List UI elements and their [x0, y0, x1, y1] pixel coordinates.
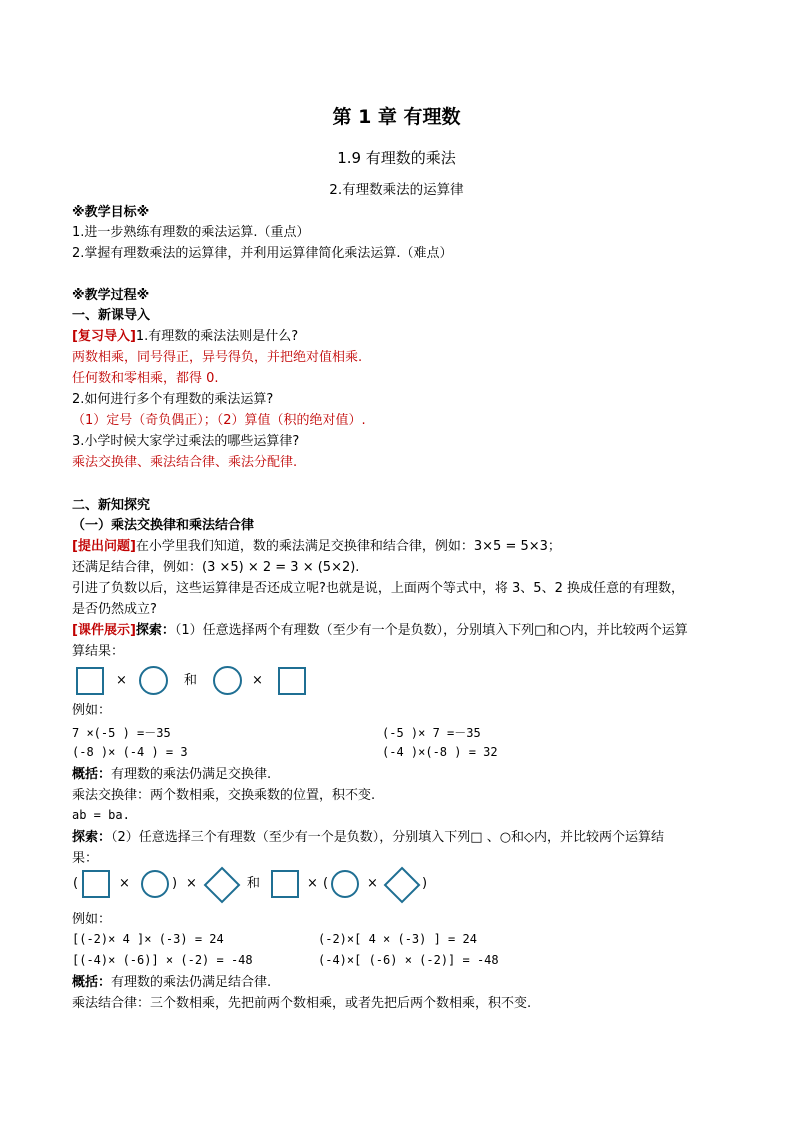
problem-line2: 还满足结合律，例如：(3 ×5) × 2 = 3 × (5×2). [72, 560, 360, 575]
problem-line4: 是否仍然成立? [72, 602, 157, 617]
explore2-line1 [72, 829, 664, 847]
square-shape [271, 870, 299, 898]
and-label: 和 [184, 673, 198, 688]
example-equation: (-2)×[ 4 × (-3) ] = 24 [318, 932, 477, 946]
explore2-line2: 果： [72, 851, 99, 866]
explore-label: 探索： [72, 830, 112, 845]
answer-2: （1）定号（奇负偶正）；（2）算值（积的绝对值）. [72, 413, 366, 428]
summary-2-text: 有理数的乘法仍满足结合律. [111, 975, 272, 990]
square-shape [278, 667, 306, 695]
explore-label: 探索： [135, 623, 175, 638]
review-tag: [复习导入] [72, 329, 136, 344]
sub1-title: （一）乘法交换律和乘法结合律 [72, 518, 255, 533]
times-sign: × [307, 876, 318, 891]
answer-1-line2: 任何数和零相乘，都得 0. [72, 371, 219, 386]
circle-shape [331, 870, 359, 898]
circle-shape [141, 870, 169, 898]
example-label: 例如： [72, 703, 112, 718]
explore1-line2: 算结果： [72, 644, 125, 659]
times-sign: × [119, 876, 130, 891]
question-1: 1.有理数的乘法法则是什么? [135, 329, 299, 344]
problem-line1 [72, 538, 561, 556]
circle-shape [213, 666, 242, 695]
summary-1-text: 有理数的乘法仍满足交换律. [111, 767, 272, 782]
example-label: 例如： [72, 912, 112, 927]
times-sign: × [367, 876, 378, 891]
example-equation: (-4 )×(-8 ) = 32 [382, 745, 498, 759]
problem-tag: [提出问题] [72, 539, 136, 554]
left-paren: ( [323, 876, 329, 891]
example-equation: 7 ×(-5 ) =－35 [72, 726, 171, 740]
circle-shape [139, 666, 168, 695]
square-shape [76, 667, 104, 695]
and-label: 和 [247, 876, 261, 891]
times-sign: × [186, 876, 197, 891]
example-equation: [(-4)× (-6)] × (-2) = -48 [72, 953, 253, 967]
formula-commutative: ab = ba. [72, 808, 130, 822]
answer-3: 乘法交换律、乘法结合律、乘法分配律. [72, 455, 298, 470]
question-2: 2.如何进行多个有理数的乘法运算? [72, 392, 274, 407]
right-paren: ) [172, 876, 178, 891]
diamond-shape [383, 866, 421, 904]
example-equation: (-4)×[ (-6) × (-2)] = -48 [318, 953, 499, 967]
diamond-shape [203, 866, 241, 904]
question-3: 3.小学时候大家学过乘法的哪些运算律? [72, 434, 300, 449]
review-line [72, 328, 298, 346]
summary-label: 概括： [72, 767, 112, 782]
part1-title: 一、新课导入 [72, 308, 151, 323]
subsection-title: 2.有理数乘法的运算律 [329, 182, 464, 198]
example-equation: (-8 )× (-4 ) = 3 [72, 745, 188, 759]
part2-title: 二、新知探究 [72, 498, 151, 513]
law-associative: 乘法结合律：三个数相乘，先把前两个数相乘，或者先把后两个数相乘，积不变. [72, 996, 532, 1011]
times-sign: × [252, 673, 263, 688]
goals-heading: ※教学目标※ [72, 205, 150, 220]
answer-1-line1: 两数相乘，同号得正，异号得负，并把绝对值相乘. [72, 350, 363, 365]
show-tag: [课件展示] [72, 623, 136, 638]
example-equation: (-5 )× 7 =－35 [382, 726, 481, 740]
section-title: 1.9 有理数的乘法 [337, 149, 456, 167]
problem-text-1: 在小学里我们知道，数的乘法满足交换律和结合律，例如：3×5 = 5×3； [135, 539, 561, 554]
problem-line3: 引进了负数以后，这些运算律是否还成立呢?也就是说，上面两个等式中，将 3、5、2 换成任意的有理数， [72, 581, 684, 596]
process-heading: ※教学过程※ [72, 288, 150, 303]
explore1-text: （1）任意选择两个有理数（至少有一个是负数），分别填入下列□和○内，并比较两个运算 [174, 623, 688, 638]
explore2-text: （2）任意选择三个有理数（至少有一个是负数），分别填入下列□ 、○和◇内，并比较两个运算结 [111, 830, 665, 845]
left-paren: ( [73, 876, 79, 891]
right-paren: ) [422, 876, 428, 891]
example-equation: [(-2)× 4 ]× (-3) = 24 [72, 932, 224, 946]
square-shape [82, 870, 110, 898]
summary-2 [72, 974, 271, 992]
goal-item: 1.进一步熟练有理数的乘法运算.（重点） [72, 225, 310, 240]
law-commutative: 乘法交换律：两个数相乘，交换乘数的位置，积不变. [72, 788, 376, 803]
summary-1 [72, 766, 271, 784]
times-sign: × [116, 673, 127, 688]
chapter-title: 第 1 章 有理数 [332, 106, 461, 128]
summary-label: 概括： [72, 975, 112, 990]
explore1-line1 [72, 622, 688, 640]
goal-item: 2.掌握有理数乘法的运算律，并利用运算律简化乘法运算.（难点） [72, 246, 453, 261]
